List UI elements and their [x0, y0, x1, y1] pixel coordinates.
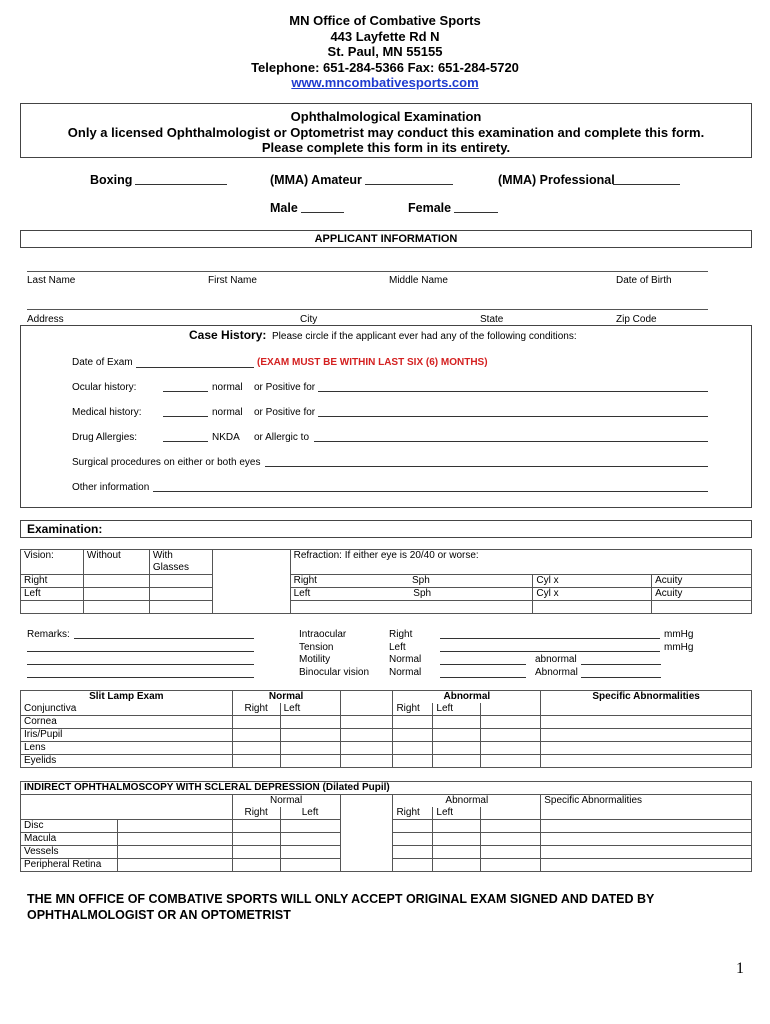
- ocular-positive-label: or Positive for: [254, 382, 316, 393]
- city-label: City: [300, 314, 318, 325]
- iop-left-unit: mmHg: [664, 642, 694, 653]
- ocular-history-label: Ocular history:: [72, 382, 137, 393]
- table-row: [21, 729, 752, 742]
- refraction-right-row[interactable]: Right Sph: [290, 575, 533, 588]
- dob-label: Date of Birth: [616, 275, 672, 286]
- vision-left-with-cell[interactable]: [149, 588, 212, 601]
- indirect-specific-header: Specific Abnormalities: [541, 795, 752, 808]
- nkda-label: NKDA: [212, 432, 240, 443]
- table-row: [21, 859, 752, 872]
- motility-label: Motility: [299, 654, 331, 665]
- medical-normal-label: normal: [212, 407, 243, 418]
- male-field[interactable]: [301, 212, 344, 213]
- other-info-label: Other information: [72, 482, 150, 493]
- tension-label: Tension: [299, 641, 334, 653]
- binocular-abnormal-field[interactable]: [581, 677, 661, 678]
- address-line[interactable]: [27, 309, 708, 310]
- other-info-field[interactable]: [153, 491, 708, 492]
- slit-lamp-table: [20, 690, 752, 768]
- vision-right-label: Right: [21, 575, 84, 588]
- binocular-vision-label: Binocular vision: [299, 666, 370, 678]
- refraction-header: Refraction: If either eye is 20/40 or worse:: [290, 550, 751, 575]
- motility-abnormal-label: abnormal: [535, 654, 577, 665]
- motility-abnormal-field[interactable]: [581, 664, 661, 665]
- remarks-field-2[interactable]: [27, 651, 254, 652]
- case-history-title: Case History:: [189, 328, 267, 342]
- form-title-box: [20, 103, 752, 158]
- iop-right-unit: mmHg: [664, 629, 694, 640]
- slit-row-label: Cornea: [21, 716, 233, 729]
- letterhead: [0, 13, 770, 91]
- vision-header: Vision:: [21, 550, 84, 575]
- iop-eye-labels: [389, 629, 421, 679]
- medical-positive-field[interactable]: [318, 416, 708, 417]
- footer-notice: THE MN OFFICE OF COMBATIVE SPORTS WILL ONLY ACCEPT ORIGINAL EXAM SIGNED AND DATED BY OPHTHALMOLOGIST OR AN OPTOMETRIST: [27, 892, 655, 922]
- indirect-abnormal-header: Abnormal: [393, 795, 541, 808]
- state-label: State: [480, 314, 504, 325]
- table-row: [21, 716, 752, 729]
- table-row: [21, 846, 752, 859]
- form-instruction: Please complete this form in its entirety.: [261, 140, 511, 155]
- mma-amateur-field[interactable]: [365, 184, 453, 185]
- indirect-abnormal-left-header: Left: [433, 807, 481, 820]
- motility-normal-label: Normal: [389, 654, 422, 665]
- ocular-normal-field[interactable]: [163, 391, 208, 392]
- remarks-field-4[interactable]: [27, 677, 254, 678]
- vision-left-without-cell[interactable]: [83, 588, 149, 601]
- website-link[interactable]: www.mncombativesports.com: [291, 75, 479, 90]
- slit-specific-header: Specific Abnormalities: [541, 691, 752, 704]
- vision-left-label: Left: [21, 588, 84, 601]
- surgical-field[interactable]: [265, 466, 708, 467]
- table-row: [21, 742, 752, 755]
- ocular-normal-label: normal: [212, 382, 243, 393]
- form-title: Ophthalmological Examination: [290, 109, 482, 124]
- form-requirement: Only a licensed Ophthalmologist or Optometrist may conduct this examination and complete this form.: [67, 124, 705, 140]
- slit-abnormal-left-header: Left: [433, 703, 481, 716]
- middle-name-label: Middle Name: [389, 275, 448, 286]
- remarks-field-1[interactable]: [74, 638, 254, 639]
- binocular-abnormal-label: Abnormal: [535, 667, 578, 678]
- slit-normal-header: Normal: [232, 691, 340, 704]
- indirect-normal-right-header: Right: [232, 807, 280, 820]
- first-name-label: First Name: [208, 275, 257, 286]
- nkda-field[interactable]: [163, 441, 208, 442]
- motility-normal-field[interactable]: [440, 664, 526, 665]
- slit-row-label: Conjunctiva: [21, 703, 233, 716]
- slit-abnormal-header: Abnormal: [393, 691, 541, 704]
- applicant-info-title: APPLICANT INFORMATION: [314, 233, 458, 245]
- refraction-right-acuity[interactable]: Acuity: [652, 575, 752, 588]
- female-label: Female: [408, 201, 452, 215]
- without-header: Without: [83, 550, 149, 575]
- mma-professional-field[interactable]: [613, 184, 680, 185]
- indirect-normal-left-header: Left: [280, 807, 340, 820]
- slit-normal-right-header: Right: [232, 703, 280, 716]
- iop-labels: [299, 629, 369, 679]
- iop-right-field[interactable]: [440, 638, 660, 639]
- mma-professional-label: (MMA) Professional: [498, 173, 615, 187]
- page-number: 1: [736, 960, 744, 977]
- last-name-label: Last Name: [27, 275, 76, 286]
- drug-allergies-label: Drug Allergies:: [72, 432, 138, 443]
- medical-history-label: Medical history:: [72, 407, 142, 418]
- iop-right-label: Right: [389, 629, 413, 640]
- indirect-row-label: Disc: [21, 820, 118, 833]
- remarks-label: Remarks:: [27, 629, 70, 640]
- medical-normal-field[interactable]: [163, 416, 208, 417]
- vision-right-with-cell[interactable]: [149, 575, 212, 588]
- date-of-exam-field[interactable]: [136, 367, 254, 368]
- exam-warning: (EXAM MUST BE WITHIN LAST SIX (6) MONTHS): [257, 357, 488, 368]
- remarks-field-3[interactable]: [27, 664, 254, 665]
- female-field[interactable]: [454, 212, 498, 213]
- with-glasses-header: With Glasses: [149, 550, 212, 575]
- address-label: Address: [27, 314, 64, 325]
- ocular-positive-field[interactable]: [318, 391, 708, 392]
- binocular-normal-label: Normal: [389, 666, 422, 678]
- indirect-title: INDIRECT OPHTHALMOSCOPY WITH SCLERAL DEPRESSION (Dilated Pupil): [21, 782, 752, 795]
- iop-left-label: Left: [389, 641, 406, 653]
- indirect-row-label: Vessels: [21, 846, 118, 859]
- org-phone: Telephone: 651-284-5366 Fax: 651-284-5720: [251, 59, 519, 75]
- zip-label: Zip Code: [616, 314, 657, 325]
- indirect-ophthalmoscopy-table: [20, 781, 752, 872]
- vision-right-without-cell[interactable]: [83, 575, 149, 588]
- refraction-left-acuity[interactable]: Acuity: [652, 588, 752, 601]
- boxing-field[interactable]: [135, 184, 227, 185]
- date-of-exam-label: Date of Exam: [72, 357, 133, 368]
- indirect-abnormal-right-header: Right: [393, 807, 433, 820]
- refraction-left-row[interactable]: Left Sph: [290, 588, 533, 601]
- table-row: [21, 755, 752, 768]
- binocular-normal-field[interactable]: [440, 677, 526, 678]
- applicant-info-header: [20, 230, 752, 248]
- slit-row-label: Iris/Pupil: [21, 729, 233, 742]
- org-address-1: 443 Layfette Rd N: [330, 28, 440, 44]
- examination-title: Examination:: [27, 522, 103, 536]
- boxing-label: Boxing: [90, 173, 133, 187]
- indirect-row-label: Macula: [21, 833, 118, 846]
- allergic-to-field[interactable]: [314, 441, 708, 442]
- male-label: Male: [270, 201, 298, 215]
- slit-row-label: Lens: [21, 742, 233, 755]
- slit-lamp-title: Slit Lamp Exam: [21, 691, 233, 704]
- org-address-2: St. Paul, MN 55155: [327, 44, 443, 59]
- allergic-to-label: or Allergic to: [254, 432, 310, 443]
- iop-left-field[interactable]: [440, 651, 660, 652]
- indirect-row-label: Peripheral Retina: [21, 859, 118, 872]
- refraction-right-cyl[interactable]: Cyl x: [533, 575, 652, 588]
- slit-abnormal-right-header: Right: [393, 703, 433, 716]
- slit-row-label: Eyelids: [21, 755, 233, 768]
- name-line[interactable]: [27, 271, 708, 272]
- case-history-instruction: Please circle if the applicant ever had any of the following conditions:: [272, 331, 577, 342]
- slit-normal-left-header: Left: [280, 703, 340, 716]
- medical-positive-label: or Positive for: [254, 407, 316, 418]
- table-row: [21, 820, 752, 833]
- indirect-normal-header: Normal: [232, 795, 340, 808]
- mma-amateur-label: (MMA) Amateur: [270, 173, 362, 187]
- refraction-left-cyl[interactable]: Cyl x: [533, 588, 652, 601]
- intraocular-label: Intraocular: [299, 629, 347, 640]
- org-name: MN Office of Combative Sports: [289, 13, 481, 28]
- table-row: [21, 833, 752, 846]
- examination-header: [20, 520, 752, 538]
- surgical-label: Surgical procedures on either or both eyes: [72, 457, 261, 468]
- vision-table: [20, 549, 752, 614]
